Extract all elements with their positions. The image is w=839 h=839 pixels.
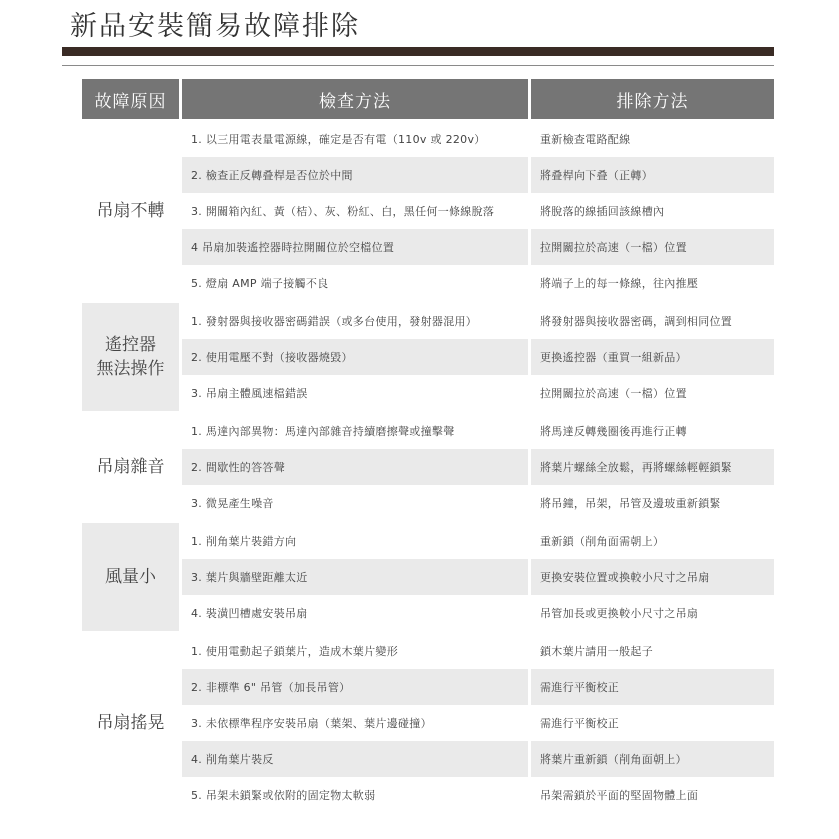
- table-row: [82, 193, 774, 229]
- check-method-cell: 5. 燈扇 AMP 端子接觸不良: [191, 277, 329, 290]
- table-row: [82, 265, 774, 301]
- table-row: [82, 157, 774, 193]
- check-method-cell: 3. 開關箱內紅、黃（桔）、灰、粉紅、白，黑任何一條線脫落: [191, 205, 495, 218]
- fix-method-cell: 更換遙控器（重買一組新品）: [531, 339, 774, 375]
- table-row: [82, 633, 774, 669]
- table-row: [82, 485, 774, 521]
- fix-method-cell: 需進行平衡校正: [531, 669, 774, 705]
- troubleshooting-table: [79, 79, 777, 813]
- table-header-row: [82, 79, 774, 119]
- table-row: [82, 449, 774, 485]
- table-row: [82, 121, 774, 157]
- table-row: [82, 375, 774, 411]
- fix-method-cell: 拉開關拉於高速（一檔）位置: [531, 229, 774, 265]
- check-method-cell: 4. 削角葉片裝反: [182, 741, 528, 777]
- fix-method-cell: 需進行平衡校正: [540, 717, 620, 730]
- check-method-cell: 2. 間歇性的答答聲: [182, 449, 528, 485]
- cause-cell: 吊扇搖晃: [82, 633, 179, 813]
- fix-method-cell: 將馬達反轉幾圈後再進行正轉: [540, 425, 687, 438]
- fix-method-cell: 吊架需鎖於平面的堅固物體上面: [540, 789, 699, 802]
- table-row: [82, 523, 774, 559]
- fix-method-cell: 更換安裝位置或換較小尺寸之吊扇: [531, 559, 774, 595]
- cause-cell: [82, 303, 179, 411]
- table-row: [82, 559, 774, 595]
- check-method-cell: 2. 非標準 6" 吊管（加長吊管）: [182, 669, 528, 705]
- fix-method-cell: 吊管加長或更換較小尺寸之吊扇: [540, 607, 699, 620]
- cause-line: 遙控器: [105, 335, 156, 355]
- check-method-cell: 3. 吊扇主體風速檔錯誤: [191, 387, 308, 400]
- page-title: 新品安裝簡易故障排除: [70, 11, 360, 42]
- fix-method-cell: 鎖木葉片請用一般起子: [540, 645, 653, 658]
- table-row: [82, 705, 774, 741]
- check-method-cell: 3. 葉片與牆壁距離太近: [182, 559, 528, 595]
- check-method-cell: 1. 使用電動起子鎖葉片，造成木葉片變形: [191, 645, 398, 658]
- check-method-cell: 2. 檢查正反轉叠桿是否位於中間: [182, 157, 528, 193]
- header-cause: 故障原因: [82, 79, 179, 119]
- check-method-cell: 3. 未依標準程序安裝吊扇（葉架、葉片邊碰撞）: [191, 717, 432, 730]
- table-row: [82, 413, 774, 449]
- cause-cell: 吊扇不轉: [82, 121, 179, 301]
- table-row: [82, 339, 774, 375]
- header-check: 檢查方法: [182, 79, 528, 119]
- fix-method-cell: 將叠桿向下叠（正轉）: [531, 157, 774, 193]
- table-row: [82, 303, 774, 339]
- fix-method-cell: 將脫落的線插回該線槽內: [540, 205, 665, 218]
- fix-method-cell: 拉開關拉於高速（一檔）位置: [540, 387, 687, 400]
- check-method-cell: 1. 削角葉片裝錯方向: [191, 535, 297, 548]
- table-body: [82, 119, 774, 813]
- check-method-cell: 1. 以三用電表量電源線，確定是否有電（110v 或 220v）: [191, 133, 486, 146]
- table-row: [82, 229, 774, 265]
- fix-method-cell: 將葉片螺絲全放鬆，再將螺絲輕輕鎖緊: [531, 449, 774, 485]
- title-divider: [62, 65, 774, 66]
- fix-method-cell: 重新鎖（削角面需朝上）: [540, 535, 665, 548]
- fix-method-cell: 將吊鐘，吊架，吊管及邊玻重新鎖緊: [540, 497, 721, 510]
- check-method-cell: 5. 吊架未鎖緊或依附的固定物太軟弱: [191, 789, 376, 802]
- fix-method-cell: 重新檢查電路配線: [540, 133, 631, 146]
- table-row: [82, 669, 774, 705]
- header-fix: 排除方法: [531, 79, 774, 119]
- table-row: [82, 777, 774, 813]
- cause-cell: 風量小: [82, 523, 179, 631]
- table-row: [82, 595, 774, 631]
- check-method-cell: 2. 使用電壓不對（接收器燒毀）: [182, 339, 528, 375]
- title-underline-bar: [62, 47, 774, 56]
- cause-line: 無法操作: [96, 359, 165, 379]
- fix-method-cell: 將端子上的每一條線，往內推壓: [540, 277, 699, 290]
- fix-method-cell: 將發射器與接收器密碼，調到相同位置: [540, 315, 733, 328]
- check-method-cell: 1. 發射器與接收器密碼錯誤（或多台使用，發射器混用）: [191, 315, 478, 328]
- table-row: [82, 741, 774, 777]
- check-method-cell: 1. 馬達內部異物：馬達內部雜音持續磨擦聲或撞擊聲: [191, 425, 455, 438]
- check-method-cell: 4 吊扇加裝遙控器時拉開關位於空檔位置: [182, 229, 528, 265]
- fix-method-cell: 將葉片重新鎖（削角面朝上）: [531, 741, 774, 777]
- check-method-cell: 3. 微晃產生噪音: [191, 497, 274, 510]
- check-method-cell: 4. 裝潢凹槽處安裝吊扇: [191, 607, 308, 620]
- cause-cell: 吊扇雜音: [82, 413, 179, 521]
